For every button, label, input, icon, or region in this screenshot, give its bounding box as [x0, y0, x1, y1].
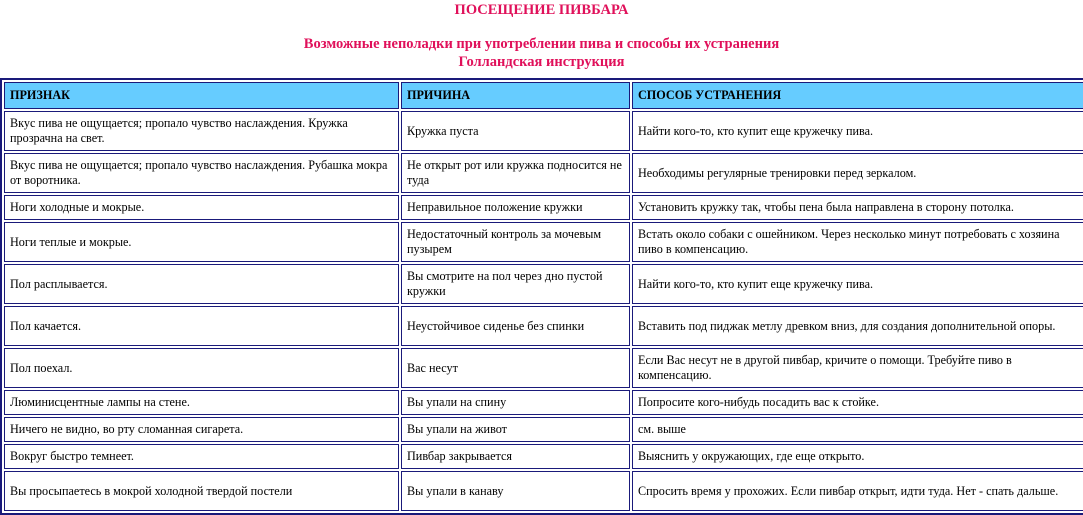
cell-symptom: Вокруг быстро темнеет. — [4, 444, 399, 469]
table-row — [4, 153, 1083, 193]
cell-cause: Пивбар закрывается — [401, 444, 630, 469]
cell-symptom: Вкус пива не ощущается; пропало чувство наслаждения. Кружка прозрачна на свет. — [4, 111, 399, 151]
cell-cause: Вы упали на спину — [401, 390, 630, 415]
cell-remedy: Спросить время у прохожих. Если пивбар открыт, идти туда. Нет - спать дальше. — [632, 471, 1083, 511]
cell-remedy: Найти кого-то, кто купит еще кружечку пива. — [632, 111, 1083, 151]
cell-cause: Не открыт рот или кружка подносится не туда — [401, 153, 630, 193]
cell-remedy: Попросите кого-нибудь посадить вас к стойке. — [632, 390, 1083, 415]
cell-remedy: Найти кого-то, кто купит еще кружечку пива. — [632, 264, 1083, 304]
page-subtitle-2: Голландская инструкция — [458, 54, 625, 70]
table-row — [4, 417, 1083, 442]
cell-remedy: Встать около собаки с ошейником. Через несколько минут потребовать с хозяина пиво в компенсацию. — [632, 222, 1083, 262]
table-row — [4, 195, 1083, 220]
table-row — [4, 471, 1083, 511]
cell-symptom: Ноги холодные и мокрые. — [4, 195, 399, 220]
cell-remedy: Вставить под пиджак метлу древком вниз, для создания дополнительной опоры. — [632, 306, 1083, 346]
cell-symptom: Ничего не видно, во рту сломанная сигарета. — [4, 417, 399, 442]
column-header-cause: ПРИЧИНА — [401, 82, 630, 109]
cell-symptom: Вы просыпаетесь в мокрой холодной твердой постели — [4, 471, 399, 511]
page-subtitle: Возможные неполадки при употреблении пива и способы их устранения — [303, 36, 780, 52]
cell-cause: Неправильное положение кружки — [401, 195, 630, 220]
cell-cause: Вы упали в канаву — [401, 471, 630, 511]
cell-cause: Вы смотрите на пол через дно пустой кружки — [401, 264, 630, 304]
table-row — [4, 444, 1083, 469]
cell-symptom: Люминисцентные лампы на стене. — [4, 390, 399, 415]
cell-remedy: Если Вас несут не в другой пивбар, кричите о помощи. Требуйте пиво в компенсацию. — [632, 348, 1083, 388]
cell-remedy: см. выше — [632, 417, 1083, 442]
cell-cause: Вы упали на живот — [401, 417, 630, 442]
table-row — [4, 264, 1083, 304]
cell-cause: Неустойчивое сиденье без спинки — [401, 306, 630, 346]
cell-cause: Кружка пуста — [401, 111, 630, 151]
table-header-row — [4, 82, 1083, 109]
cell-symptom: Пол качается. — [4, 306, 399, 346]
cell-remedy: Необходимы регулярные тренировки перед зеркалом. — [632, 153, 1083, 193]
column-header-remedy: СПОСОБ УСТРАНЕНИЯ — [632, 82, 1083, 109]
table-row — [4, 348, 1083, 388]
cell-cause: Вас несут — [401, 348, 630, 388]
table-row — [4, 306, 1083, 346]
cell-symptom: Пол расплывается. — [4, 264, 399, 304]
troubleshooting-table — [0, 78, 1083, 515]
cell-remedy: Установить кружку так, чтобы пена была направлена в сторону потолка. — [632, 195, 1083, 220]
page-title: ПОСЕЩЕНИЕ ПИВБАРА — [454, 2, 629, 18]
cell-symptom: Вкус пива не ощущается; пропало чувство наслаждения. Рубашка мокра от воротника. — [4, 153, 399, 193]
table-row — [4, 222, 1083, 262]
cell-symptom: Ноги теплые и мокрые. — [4, 222, 399, 262]
cell-remedy: Выяснить у окружающих, где еще открыто. — [632, 444, 1083, 469]
cell-symptom: Пол поехал. — [4, 348, 399, 388]
table-row — [4, 390, 1083, 415]
cell-cause: Недостаточный контроль за мочевым пузырем — [401, 222, 630, 262]
table-row — [4, 111, 1083, 151]
column-header-symptom: ПРИЗНАК — [4, 82, 399, 109]
